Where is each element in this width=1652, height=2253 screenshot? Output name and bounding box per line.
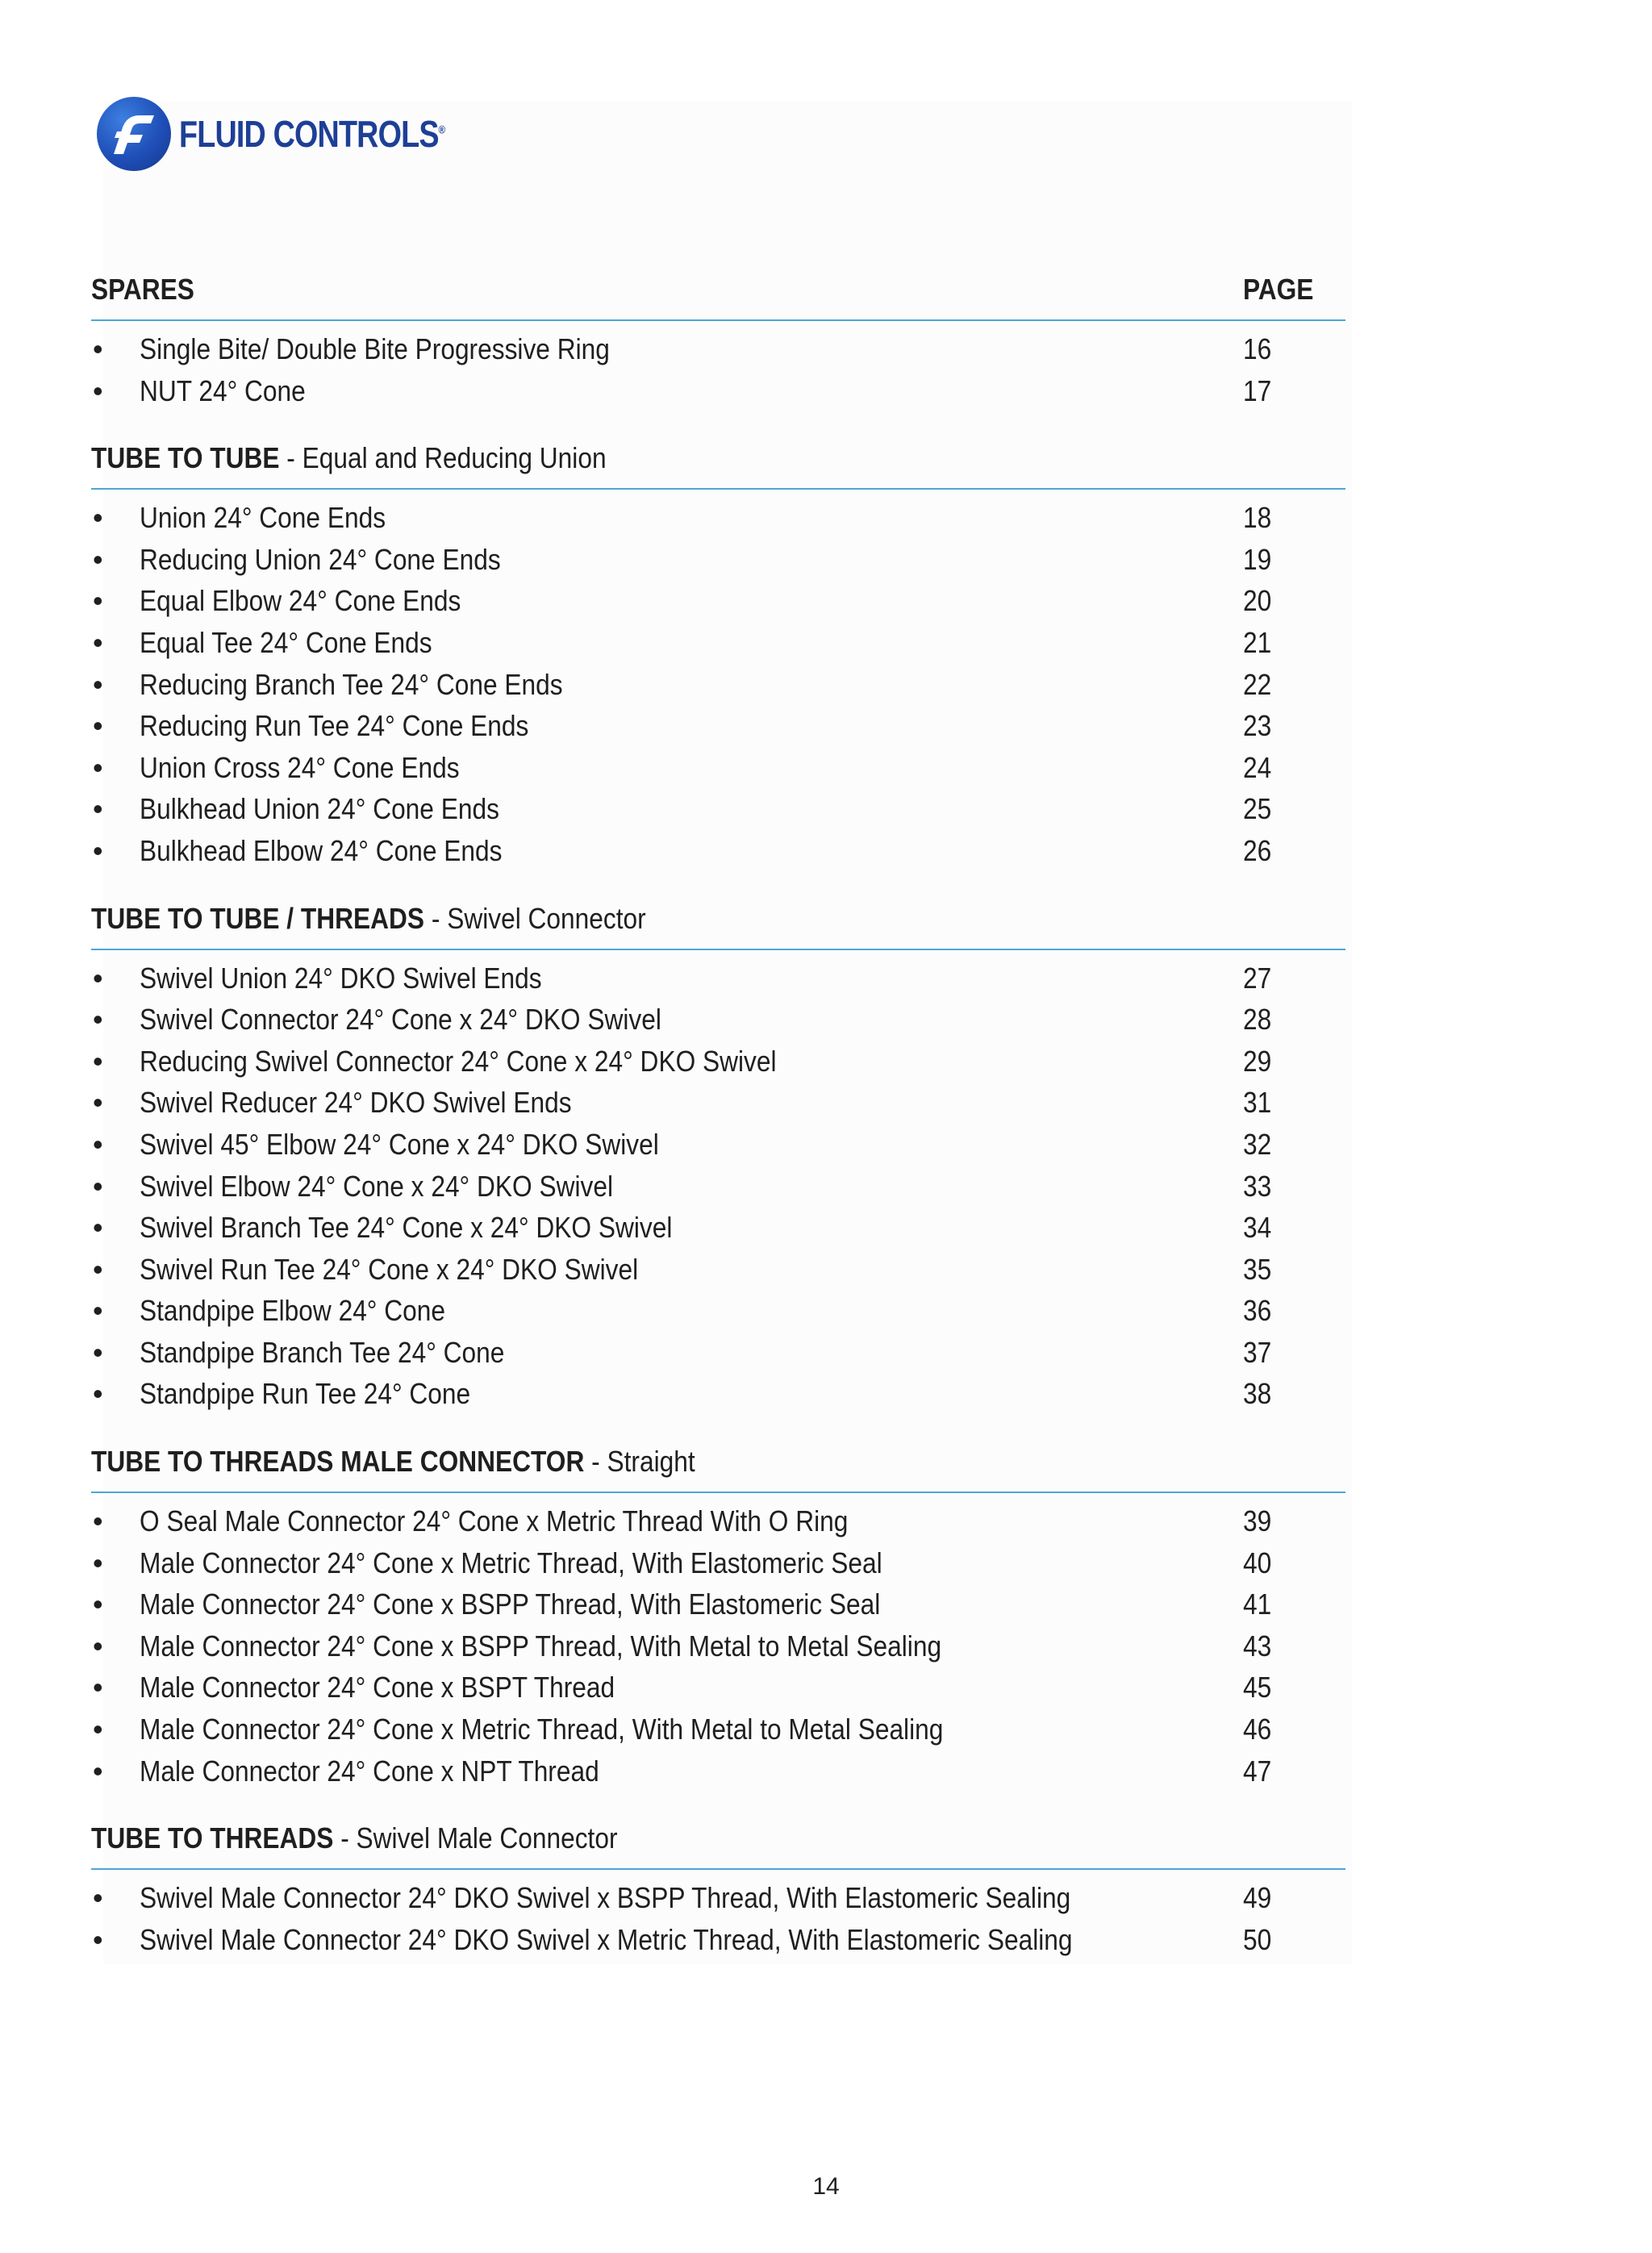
toc-entry-page: 47	[1243, 1754, 1272, 1788]
toc-entry-page: 18	[1243, 501, 1272, 535]
bullet-icon: •	[93, 542, 103, 576]
section-header	[91, 1438, 1345, 1493]
toc-entry-page: 35	[1243, 1252, 1272, 1286]
toc-entry-page: 16	[1243, 332, 1272, 365]
toc-entry[interactable]	[91, 1170, 1345, 1212]
bullet-icon: •	[93, 1922, 103, 1956]
toc-entry-label: Union Cross 24° Cone Ends	[140, 750, 460, 784]
bullet-icon: •	[93, 1671, 103, 1704]
section-title-bold: TUBE TO TUBE	[91, 441, 280, 475]
bullet-icon: •	[93, 709, 103, 743]
section-title	[91, 273, 194, 307]
toc-entry[interactable]	[91, 751, 1345, 793]
toc-entry-page: 17	[1243, 373, 1272, 407]
bullet-icon: •	[93, 1629, 103, 1663]
toc-entry-page: 33	[1243, 1169, 1272, 1203]
bullet-icon: •	[93, 750, 103, 784]
bullet-icon: •	[93, 625, 103, 659]
bullet-icon: •	[93, 1754, 103, 1788]
toc-entry-page: 29	[1243, 1044, 1272, 1078]
toc-entry-page: 20	[1243, 584, 1272, 618]
toc-entry-page: 34	[1243, 1211, 1272, 1245]
toc-entry-page: 37	[1243, 1335, 1272, 1369]
bullet-icon: •	[93, 833, 103, 867]
toc-entry-page: 36	[1243, 1294, 1272, 1328]
toc-entry[interactable]	[91, 626, 1345, 668]
section-title	[91, 1445, 695, 1479]
bullet-icon: •	[93, 584, 103, 618]
toc-entry-page: 40	[1243, 1546, 1272, 1579]
toc-entry[interactable]	[91, 332, 1345, 374]
toc-entry-page: 22	[1243, 667, 1272, 701]
toc-entry-label: Swivel Reducer 24° DKO Swivel Ends	[140, 1086, 572, 1120]
toc-entry-page: 43	[1243, 1629, 1272, 1663]
toc-entry-label: Union 24° Cone Ends	[140, 501, 386, 535]
page-column-label: PAGE	[1243, 273, 1314, 306]
toc-entry[interactable]	[91, 1881, 1345, 1923]
section-title-bold: TUBE TO THREADS	[91, 1821, 334, 1855]
toc-entry[interactable]	[91, 1211, 1345, 1253]
toc-entry[interactable]	[91, 1003, 1345, 1045]
toc-entry-label: Swivel Male Connector 24° DKO Swivel x BSPP Thread, With Elastomeric Sealing	[140, 1881, 1071, 1915]
fluid-controls-logo-mark-icon	[97, 97, 171, 171]
toc-entry[interactable]	[91, 1588, 1345, 1629]
section-header	[91, 895, 1345, 950]
toc-entry-label: Standpipe Elbow 24° Cone	[140, 1294, 446, 1328]
toc-entry-label: Swivel Union 24° DKO Swivel Ends	[140, 961, 542, 995]
toc-entry[interactable]	[91, 1086, 1345, 1128]
toc-entry-page: 24	[1243, 750, 1272, 784]
section-title-bold: SPARES	[91, 273, 194, 306]
bullet-icon: •	[93, 667, 103, 701]
toc-entry[interactable]	[91, 1504, 1345, 1546]
section-header	[91, 266, 1345, 321]
toc-entry[interactable]	[91, 501, 1345, 543]
toc-entry-label: Standpipe Run Tee 24° Cone	[140, 1377, 471, 1411]
toc-entry-label: Male Connector 24° Cone x BSPT Thread	[140, 1671, 615, 1704]
toc-entry-label: Reducing Swivel Connector 24° Cone x 24° DKO Swivel	[140, 1044, 777, 1078]
toc-entry-label: Male Connector 24° Cone x BSPP Thread, With Metal to Metal Sealing	[140, 1629, 942, 1663]
toc-entry-page: 38	[1243, 1377, 1272, 1411]
toc-entry-page: 26	[1243, 833, 1272, 867]
toc-entry-label: Reducing Branch Tee 24° Cone Ends	[140, 667, 563, 701]
toc-entry[interactable]	[91, 668, 1345, 710]
toc-entry-page: 49	[1243, 1881, 1272, 1915]
toc-entry-page: 28	[1243, 1003, 1272, 1037]
toc-entry-label: Reducing Union 24° Cone Ends	[140, 542, 501, 576]
bullet-icon: •	[93, 501, 103, 535]
section-items	[91, 1493, 1345, 1796]
bullet-icon: •	[93, 1169, 103, 1203]
toc-entry-label: Male Connector 24° Cone x Metric Thread, With Elastomeric Seal	[140, 1546, 882, 1579]
toc-entry[interactable]	[91, 1253, 1345, 1295]
toc-entry[interactable]	[91, 374, 1345, 416]
fluid-controls-logo	[97, 97, 503, 171]
bullet-icon: •	[93, 1044, 103, 1078]
table-of-contents	[91, 266, 1345, 1964]
toc-entry-label: Swivel 45° Elbow 24° Cone x 24° DKO Swivel	[140, 1127, 659, 1161]
toc-entry[interactable]	[91, 1546, 1345, 1588]
page-number: 14	[812, 2173, 840, 2200]
bullet-icon: •	[93, 332, 103, 365]
toc-entry-label: Standpipe Branch Tee 24° Cone	[140, 1335, 505, 1369]
section-items	[91, 490, 1345, 875]
bullet-icon: •	[93, 961, 103, 995]
bullet-icon: •	[93, 1881, 103, 1915]
toc-entry[interactable]	[91, 792, 1345, 834]
brand-name: FLUID CONTROLS®	[179, 113, 445, 155]
toc-entry-label: Swivel Connector 24° Cone x 24° DKO Swivel	[140, 1003, 661, 1037]
bullet-icon: •	[93, 1335, 103, 1369]
section-title-bold: TUBE TO THREADS MALE CONNECTOR	[91, 1445, 585, 1479]
toc-entry[interactable]	[91, 1294, 1345, 1336]
toc-entry-page: 39	[1243, 1504, 1272, 1538]
section-subtitle: - Swivel Connector	[424, 901, 646, 935]
toc-entry-label: Swivel Run Tee 24° Cone x 24° DKO Swivel	[140, 1252, 639, 1286]
toc-entry[interactable]	[91, 1045, 1345, 1087]
section-title-bold: TUBE TO TUBE / THREADS	[91, 901, 425, 935]
toc-entry-label: Bulkhead Elbow 24° Cone Ends	[140, 833, 503, 867]
toc-entry-label: O Seal Male Connector 24° Cone x Metric Thread With O Ring	[140, 1504, 849, 1538]
toc-entry-page: 41	[1243, 1588, 1272, 1621]
bullet-icon: •	[93, 1086, 103, 1120]
toc-entry-page: 23	[1243, 709, 1272, 743]
toc-entry-label: Male Connector 24° Cone x BSPP Thread, With Elastomeric Seal	[140, 1588, 881, 1621]
bullet-icon: •	[93, 1127, 103, 1161]
toc-entry-label: Swivel Male Connector 24° DKO Swivel x Metric Thread, With Elastomeric Sealing	[140, 1922, 1073, 1956]
toc-entry-label: Male Connector 24° Cone x NPT Thread	[140, 1754, 599, 1788]
toc-entry[interactable]	[91, 1671, 1345, 1713]
toc-entry[interactable]	[91, 1336, 1345, 1378]
section-title	[91, 902, 646, 936]
section-subtitle: - Straight	[584, 1445, 695, 1479]
section-header	[91, 1815, 1345, 1870]
bullet-icon: •	[93, 1003, 103, 1037]
toc-entry-page: 31	[1243, 1086, 1272, 1120]
toc-entry-label: NUT 24° Cone	[140, 373, 306, 407]
toc-entry-page: 27	[1243, 961, 1272, 995]
toc-entry-page: 32	[1243, 1127, 1272, 1161]
toc-entry-label: Male Connector 24° Cone x Metric Thread, With Metal to Metal Sealing	[140, 1713, 944, 1746]
toc-entry-label: Single Bite/ Double Bite Progressive Ring	[140, 332, 610, 365]
section-title	[91, 1821, 618, 1855]
toc-entry-label: Equal Tee 24° Cone Ends	[140, 625, 432, 659]
toc-entry-page: 50	[1243, 1922, 1272, 1956]
toc-entry[interactable]	[91, 834, 1345, 876]
bullet-icon: •	[93, 373, 103, 407]
bullet-icon: •	[93, 1713, 103, 1746]
toc-entry[interactable]	[91, 1377, 1345, 1419]
toc-entry[interactable]	[91, 1754, 1345, 1796]
toc-entry-label: Bulkhead Union 24° Cone Ends	[140, 792, 499, 826]
toc-entry[interactable]	[91, 1923, 1345, 1965]
section-items	[91, 321, 1345, 415]
bullet-icon: •	[93, 1504, 103, 1538]
toc-entry-label: Reducing Run Tee 24° Cone Ends	[140, 709, 529, 743]
section-subtitle: - Equal and Reducing Union	[279, 441, 607, 475]
bullet-icon: •	[93, 1294, 103, 1328]
bullet-icon: •	[93, 1377, 103, 1411]
toc-entry[interactable]	[91, 1128, 1345, 1170]
bullet-icon: •	[93, 1546, 103, 1579]
toc-entry[interactable]	[91, 584, 1345, 626]
section-items	[91, 1870, 1345, 1964]
toc-entry[interactable]	[91, 1629, 1345, 1671]
toc-entry[interactable]	[91, 709, 1345, 751]
toc-entry-page: 46	[1243, 1713, 1272, 1746]
toc-entry[interactable]	[91, 543, 1345, 585]
toc-entry-page: 45	[1243, 1671, 1272, 1704]
section-items	[91, 950, 1345, 1420]
bullet-icon: •	[93, 1588, 103, 1621]
section-subtitle: - Swivel Male Connector	[333, 1821, 618, 1855]
toc-entry-label: Swivel Branch Tee 24° Cone x 24° DKO Swivel	[140, 1211, 673, 1245]
section-title	[91, 441, 607, 475]
toc-entry[interactable]	[91, 962, 1345, 1003]
toc-entry[interactable]	[91, 1713, 1345, 1754]
toc-entry-page: 25	[1243, 792, 1272, 826]
toc-entry-page: 19	[1243, 542, 1272, 576]
toc-entry-label: Equal Elbow 24° Cone Ends	[140, 584, 461, 618]
toc-entry-label: Swivel Elbow 24° Cone x 24° DKO Swivel	[140, 1169, 614, 1203]
bullet-icon: •	[93, 792, 103, 826]
section-header	[91, 435, 1345, 490]
bullet-icon: •	[93, 1211, 103, 1245]
toc-entry-page: 21	[1243, 625, 1272, 659]
bullet-icon: •	[93, 1252, 103, 1286]
